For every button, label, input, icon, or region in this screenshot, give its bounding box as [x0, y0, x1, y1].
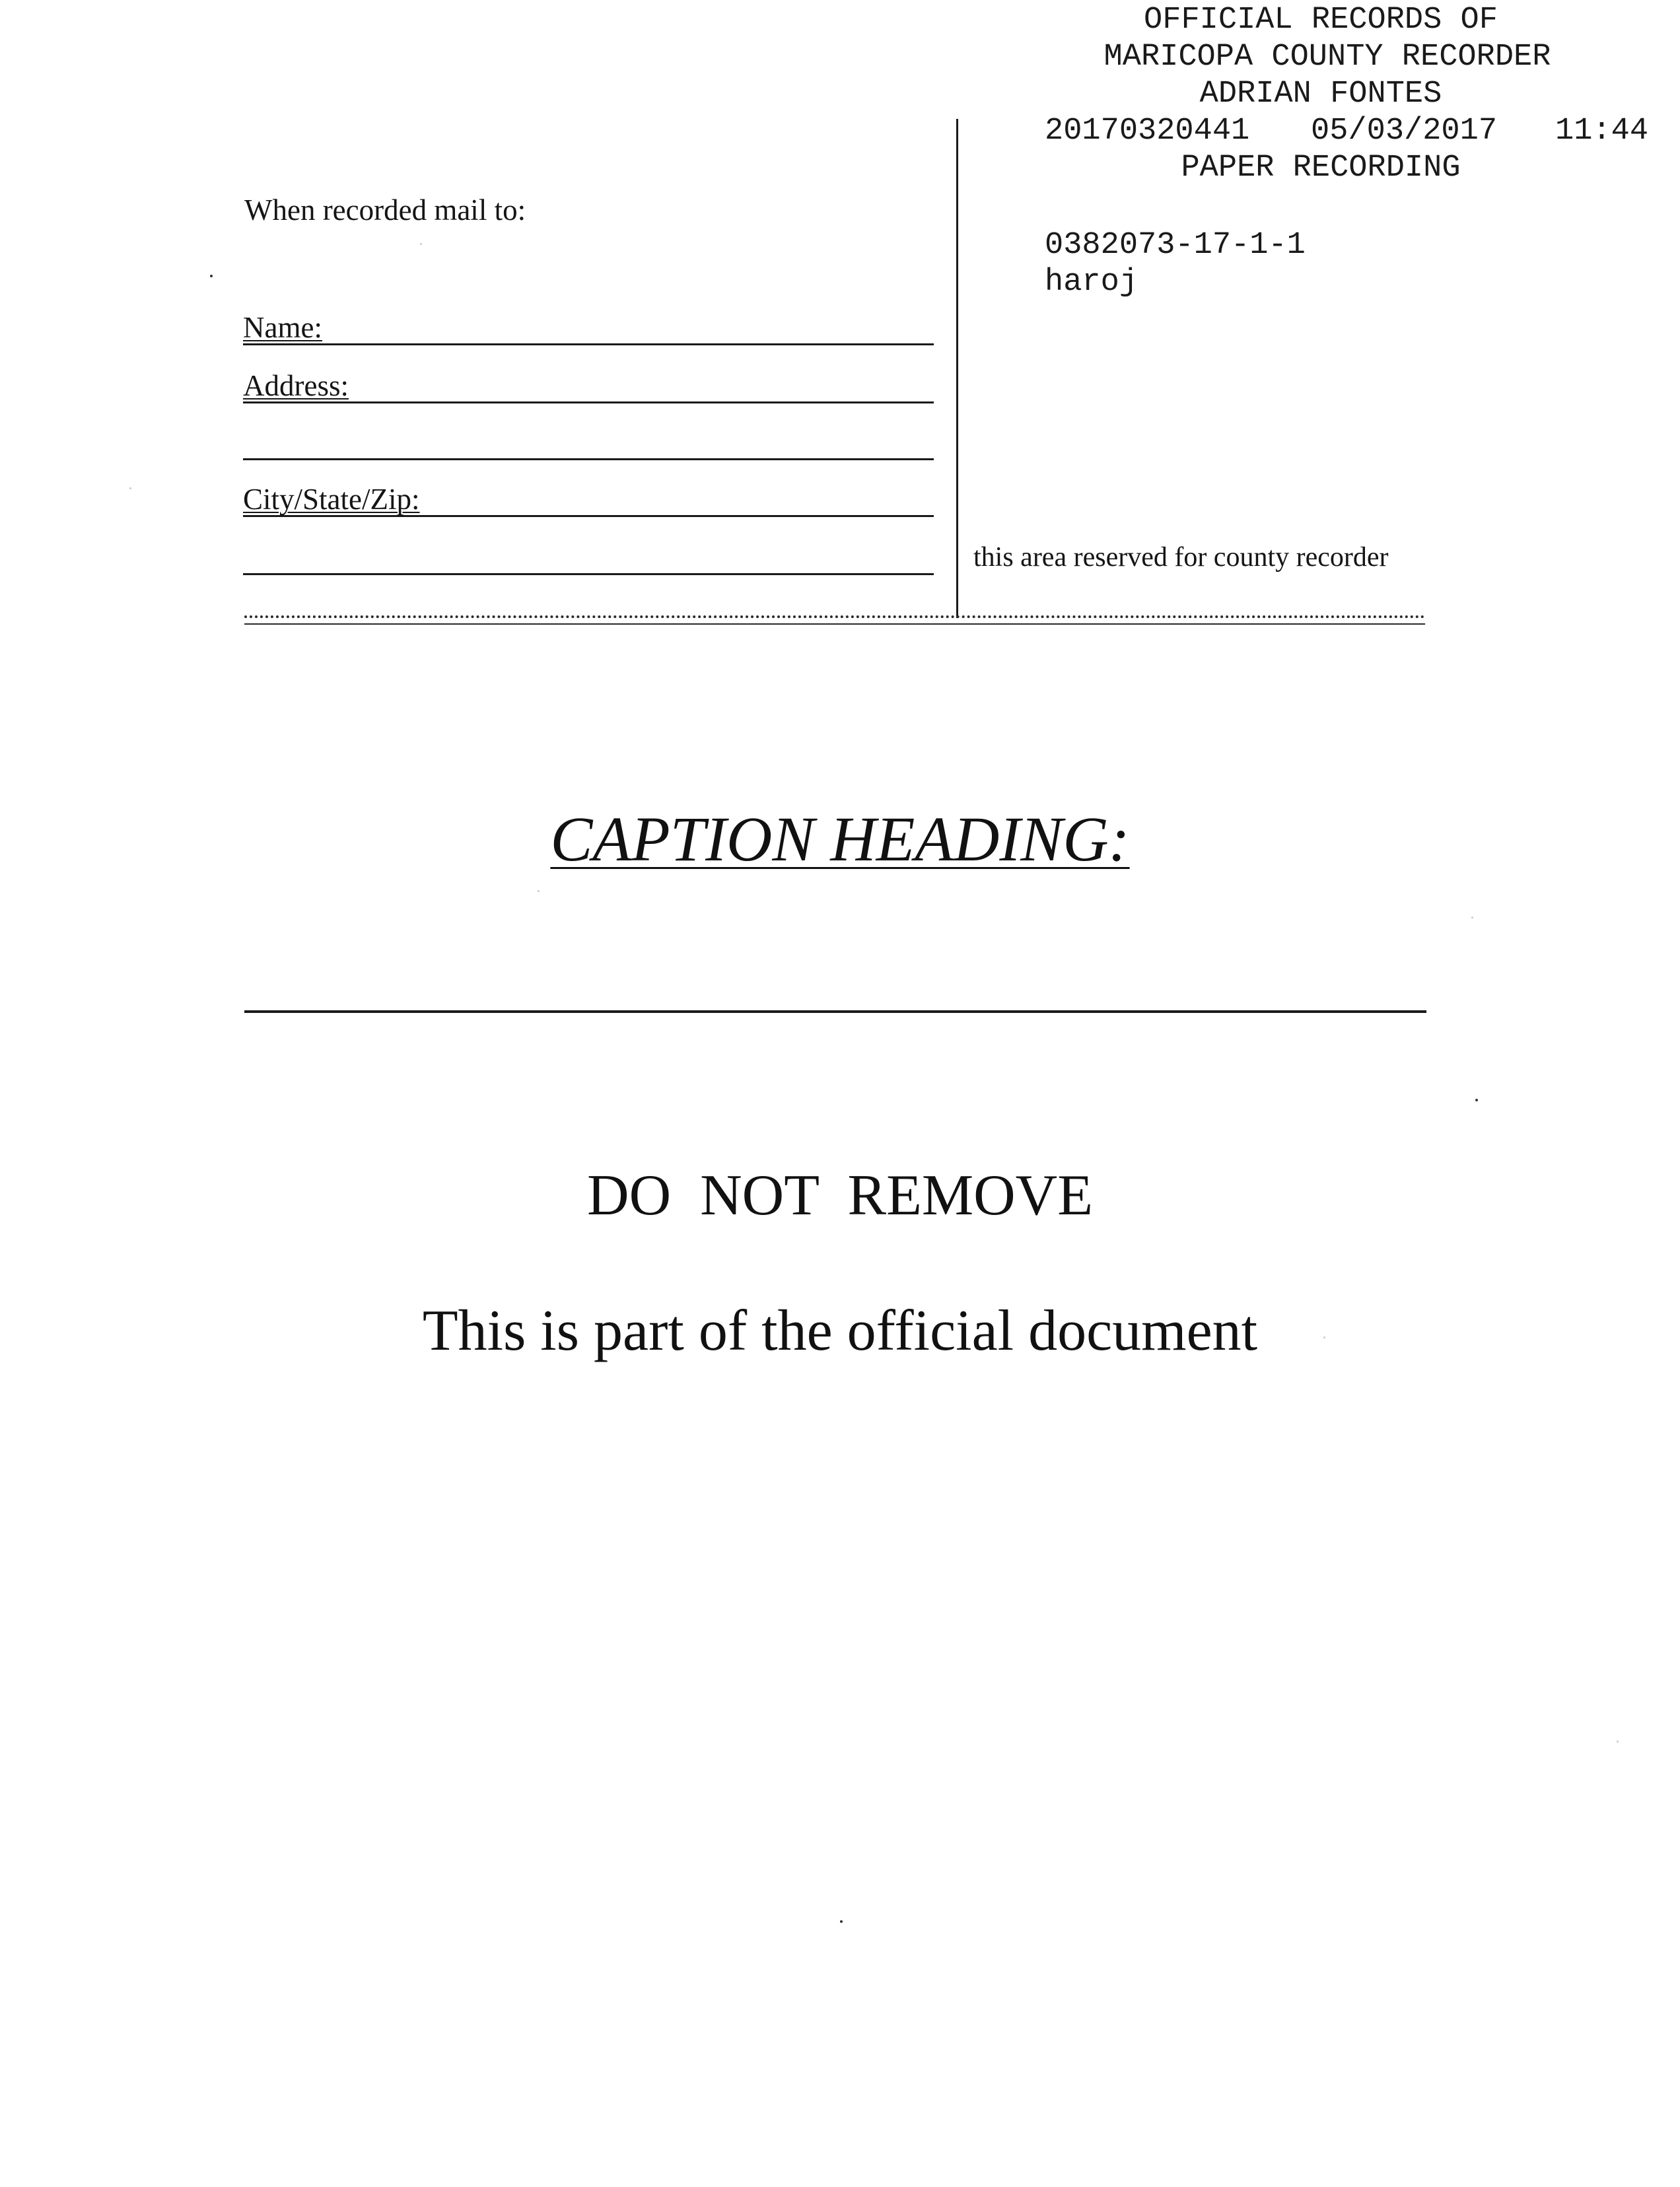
stamp-recorder-name: ADRIAN FONTES	[1199, 77, 1442, 112]
scan-speck	[1471, 917, 1473, 919]
document-reference	[1045, 227, 1306, 301]
scan-speck	[129, 487, 131, 489]
address-field[interactable]	[243, 362, 934, 403]
stamp-official-records: OFFICIAL RECORDS OF	[1144, 3, 1498, 38]
caption-rule	[244, 1010, 1426, 1013]
stamp-recording-type: PAPER RECORDING	[1181, 151, 1461, 186]
city-state-zip-line-2-field[interactable]	[243, 534, 934, 575]
scan-speck	[1475, 1099, 1478, 1101]
scan-speck	[210, 275, 213, 277]
city-state-zip-label: City/State/Zip:	[243, 483, 420, 516]
stamp-county-recorder: MARICOPA COUNTY RECORDER	[1103, 40, 1551, 75]
separator-rule	[244, 623, 1425, 625]
scan-speck	[1323, 1336, 1325, 1338]
mail-to-heading: When recorded mail to:	[244, 193, 526, 226]
official-document-note: This is part of the official document	[422, 1299, 1258, 1363]
stamp-record-number: 20170320441	[1045, 114, 1250, 149]
scan-speck	[538, 890, 540, 892]
city-state-zip-field[interactable]	[243, 475, 934, 517]
dotted-separator	[244, 615, 1425, 618]
caption-heading	[0, 802, 1680, 876]
caption-heading-text: CAPTION HEADING:	[550, 804, 1130, 874]
scan-speck	[420, 243, 422, 245]
do-not-remove-notice: DO NOT REMOVE	[587, 1163, 1093, 1228]
scan-speck	[1617, 1741, 1619, 1743]
name-field[interactable]	[243, 304, 934, 345]
recorder-stamp	[1030, 0, 1680, 191]
reserved-area-note: this area reserved for county recorder	[973, 542, 1389, 573]
name-label: Name:	[243, 311, 322, 344]
stamp-record-date: 05/03/2017	[1311, 114, 1498, 149]
address-label: Address:	[243, 369, 349, 402]
clerk-initials: haroj	[1045, 265, 1138, 300]
address-line-2-field[interactable]	[243, 419, 934, 460]
scan-speck	[840, 1920, 843, 1923]
vertical-divider	[956, 119, 958, 618]
document-reference-number: 0382073-17-1-1	[1045, 228, 1306, 263]
stamp-record-time: 11:44	[1555, 114, 1649, 149]
